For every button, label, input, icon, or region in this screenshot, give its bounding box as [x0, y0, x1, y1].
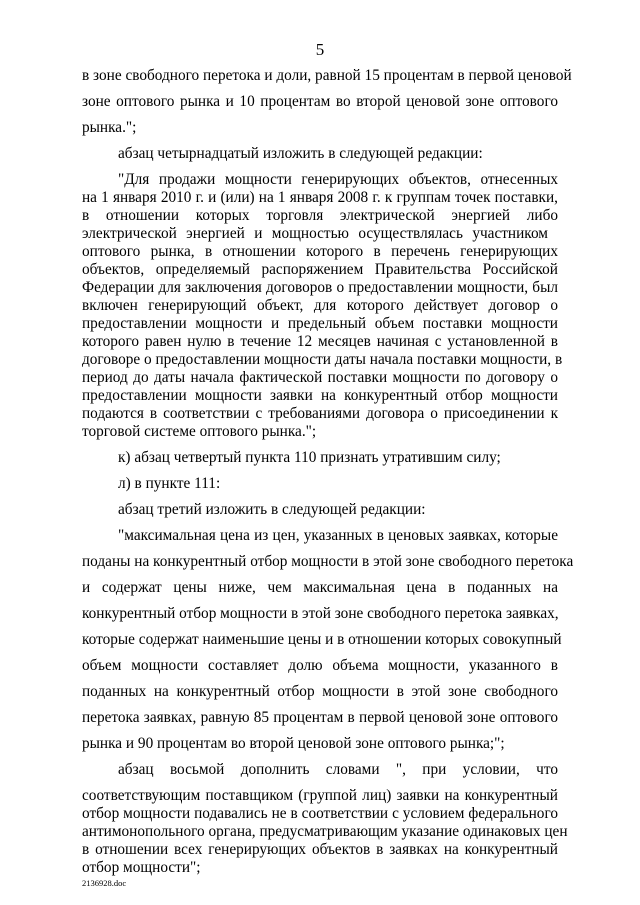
page-number: 5 — [315, 40, 325, 59]
document-filename: 2136928.doc — [82, 878, 127, 888]
text-line: абзац четырнадцатый изложить в следующей редакции: — [118, 145, 483, 162]
text-line: в зоне свободного перетока и доли, равной 15 процентам в первой ценовой — [82, 67, 572, 84]
text-line: л) в пункте 111: — [118, 475, 221, 492]
text-line: Федерации для заключения договоров о предоставлении мощности, был — [82, 279, 558, 296]
text-line: договоре о предоставлении мощности даты начала поставки мощности, в — [82, 351, 563, 368]
text-line: соответствующим поставщиком (группой лиц) заявки на конкурентный — [82, 787, 558, 804]
text-line: поданы на конкурентный отбор мощности в этой зоне свободного перетока — [82, 553, 574, 570]
text-line: антимонопольного органа, предусматривающим указание одинаковых цен — [82, 823, 568, 840]
text-line: абзац восьмой дополнить словами ", при условии, что — [118, 761, 558, 778]
text-line: отбор мощности подавались не в соответствии с условием федерального — [82, 805, 558, 822]
text-line: отбор мощности"; — [82, 859, 201, 876]
text-line: период до даты начала фактической поставки мощности по договору о — [82, 369, 558, 386]
text-line: "Для продажи мощности генерирующих объектов, отнесенных — [118, 171, 558, 188]
text-line: и содержат цены ниже, чем максимальная цена в поданных на — [82, 579, 558, 596]
text-line: которые содержат наименьшие цены и в отношении которых совокупный — [82, 631, 562, 648]
text-line: предоставлении мощности заявки на конкурентный отбор мощности — [82, 387, 558, 404]
text-line: абзац третий изложить в следующей редакции: — [118, 501, 426, 518]
text-line: "максимальная цена из цен, указанных в ценовых заявках, которые — [118, 527, 558, 544]
text-line: предоставлении мощности и предельный объем поставки мощности — [82, 315, 558, 332]
text-line: конкурентный отбор мощности в этой зоне свободного перетока заявках, — [82, 605, 559, 622]
text-line: рынка и 90 процентам во второй ценовой зоне оптового рынка;"; — [82, 735, 505, 752]
text-line: электрической энергией и мощностью осуществлялась участником — [82, 225, 548, 242]
text-line: подаются в соответствии с требованиями договора о присоединении к — [82, 405, 558, 422]
text-line: к) абзац четвертый пункта 110 признать утратившим силу; — [118, 449, 501, 466]
text-line: объектов, определяемый распоряжением Правительства Российской — [82, 261, 558, 278]
text-line: которого равен нулю в течение 12 месяцев начиная с установленной в — [82, 333, 558, 350]
text-line: зоне оптового рынка и 10 процентам во второй ценовой зоне оптового — [82, 93, 558, 110]
text-line: перетока заявках, равную 85 процентам в первой ценовой зоне оптового — [82, 709, 558, 726]
text-line: поданных на конкурентный отбор мощности в этой зоне свободного — [82, 683, 558, 700]
text-line: в отношении всех генерирующих объектов в заявках на конкурентный — [82, 841, 558, 858]
text-line: торговой системе оптового рынка."; — [82, 423, 317, 440]
text-line: оптового рынка, в отношении которого в перечень генерирующих — [82, 243, 558, 260]
text-line: в отношении которых торговля электрической энергией либо — [82, 207, 558, 224]
text-line: рынка."; — [82, 119, 137, 136]
text-line: на 1 января 2010 г. и (или) на 1 января 2008 г. к группам точек поставки, — [82, 189, 558, 206]
text-line: включен генерирующий объект, для которого действует договор о — [82, 297, 558, 314]
text-line: объем мощности составляет долю объема мощности, указанного в — [82, 657, 558, 674]
